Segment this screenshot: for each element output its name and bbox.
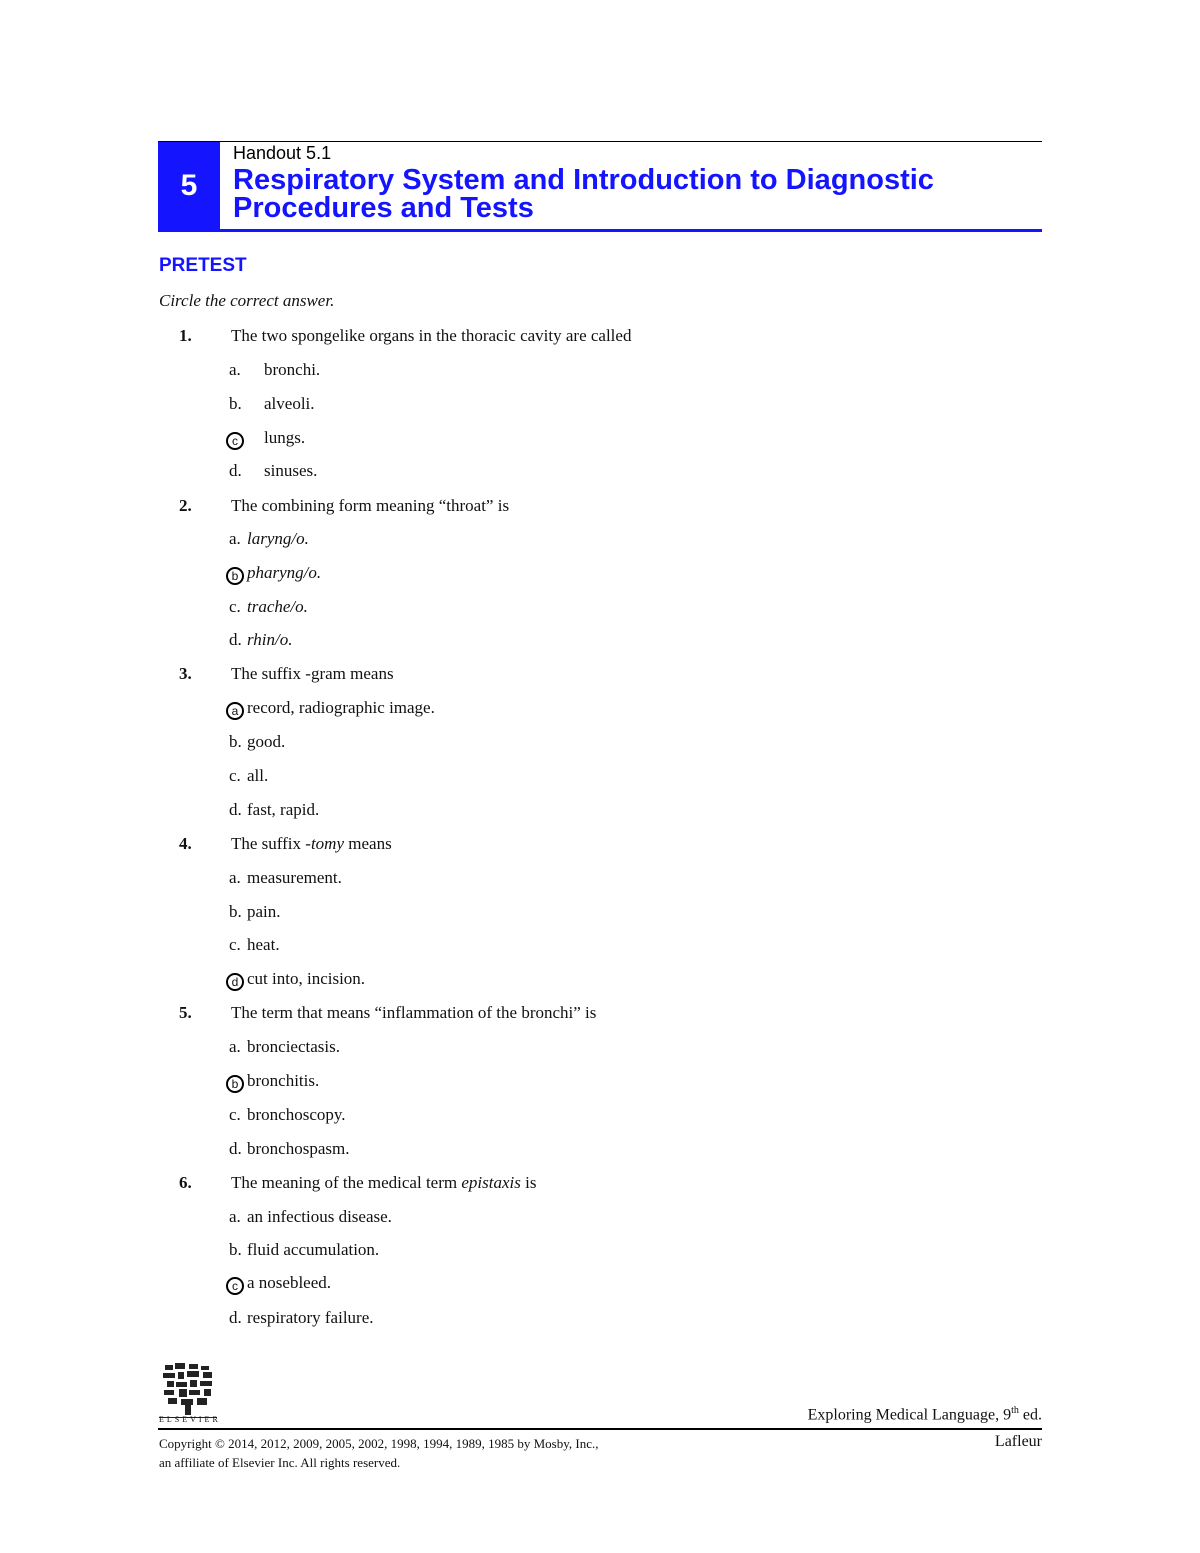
option-text: bronchospasm. — [247, 1139, 350, 1158]
book-title — [808, 1405, 1042, 1424]
circled-answer[interactable]: c — [226, 432, 244, 450]
circled-answer[interactable]: b — [226, 1075, 244, 1093]
option-text: cut into, incision. — [247, 969, 366, 988]
option-letter: b. — [229, 1240, 242, 1259]
copyright-line-2: an affiliate of Elsevier Inc. All rights reserved. — [159, 1455, 401, 1470]
question-number: 2. — [179, 496, 192, 515]
option-text: lungs. — [264, 428, 306, 447]
option-letter: a. — [229, 529, 241, 548]
question-text-term: -tomy — [305, 834, 345, 853]
question-text-term: epistaxis — [461, 1173, 521, 1192]
question-number: 6. — [179, 1173, 192, 1192]
option-text: measurement. — [247, 868, 342, 887]
question-text: The two spongelike organs in the thoracic cavity are called — [231, 326, 632, 345]
option-letter: a. — [229, 1037, 241, 1056]
question-text-before: The meaning of the medical term — [231, 1173, 462, 1192]
author: Lafleur — [994, 1433, 1042, 1450]
question-text: The term that means “inflammation of the bronchi” is — [231, 1003, 597, 1022]
option-text: sinuses. — [264, 461, 318, 480]
option-text: a nosebleed. — [247, 1273, 332, 1292]
option-letter: a. — [229, 360, 241, 379]
handout-label: Handout 5.1 — [233, 143, 332, 163]
question-number: 5. — [179, 1003, 192, 1022]
option-text: fast, rapid. — [247, 800, 320, 819]
circled-answer[interactable]: a — [226, 702, 244, 720]
question-number: 1. — [179, 326, 192, 345]
copyright-line-1: Copyright © 2014, 2012, 2009, 2005, 2002, 1998, 1994, 1989, 1985 by Mosby, Inc., — [159, 1436, 599, 1451]
option-text: record, radiographic image. — [247, 698, 435, 717]
question-number: 3. — [179, 664, 192, 683]
page-title — [233, 166, 1033, 222]
option-text: bronchi. — [264, 360, 321, 379]
option-text: an infectious disease. — [247, 1207, 392, 1226]
question-text: The suffix -gram means — [231, 664, 394, 683]
book-title-suffix: ed. — [1018, 1406, 1042, 1424]
option-text: heat. — [247, 935, 280, 954]
option-text: alveoli. — [264, 394, 315, 413]
option-text: all. — [247, 766, 269, 785]
option-text: pain. — [247, 902, 281, 921]
question-text — [231, 1173, 536, 1193]
question-text-after: means — [344, 834, 392, 853]
option-letter: c. — [229, 766, 241, 785]
question-text-after: is — [520, 1173, 537, 1192]
circled-answer[interactable]: b — [226, 567, 244, 585]
option-letter: c. — [229, 935, 241, 954]
option-text: pharyng/o. — [247, 563, 322, 582]
option-letter: d. — [229, 630, 242, 649]
question-text-before: The suffix — [231, 834, 306, 853]
header-bottom-rule — [158, 229, 1042, 232]
option-letter: d. — [229, 461, 242, 480]
instruction-text: Circle the correct answer. — [159, 291, 335, 310]
page-title-line-1: Respiratory System and Introduction to Diagnostic — [233, 164, 934, 196]
chapter-number-badge — [158, 142, 220, 230]
option-text: bronciectasis. — [247, 1037, 340, 1056]
option-letter: c. — [229, 597, 241, 616]
footer-rule — [158, 1428, 1042, 1430]
elsevier-wordmark: ELSEVIER — [159, 1415, 221, 1424]
book-title-sup: th — [1011, 1405, 1019, 1416]
option-letter: b. — [229, 394, 242, 413]
header-top-rule — [158, 141, 1042, 142]
option-letter: a. — [229, 868, 241, 887]
option-text: rhin/o. — [247, 630, 293, 649]
option-text: respiratory failure. — [247, 1308, 374, 1327]
copyright — [159, 1434, 598, 1472]
question-text: The combining form meaning “throat” is — [231, 496, 510, 515]
option-letter: a. — [229, 1207, 241, 1226]
option-text: fluid accumulation. — [247, 1240, 380, 1259]
option-letter: d. — [229, 1308, 242, 1327]
question-number: 4. — [179, 834, 192, 853]
option-letter: c. — [229, 1105, 241, 1124]
option-text: bronchitis. — [247, 1071, 320, 1090]
chapter-number: 5 — [180, 169, 198, 202]
page-title-line-2: Procedures and Tests — [233, 192, 534, 224]
option-text: good. — [247, 732, 286, 751]
option-letter: d. — [229, 1139, 242, 1158]
section-heading: PRETEST — [159, 255, 247, 276]
book-title-text: Exploring Medical Language, 9 — [807, 1406, 1012, 1424]
option-letter: b. — [229, 902, 242, 921]
circled-answer[interactable]: c — [226, 1277, 244, 1295]
option-letter: d. — [229, 800, 242, 819]
option-text: bronchoscopy. — [247, 1105, 346, 1124]
question-text — [231, 834, 392, 854]
option-text: trache/o. — [247, 597, 308, 616]
circled-answer[interactable]: d — [226, 973, 244, 991]
option-letter: b. — [229, 732, 242, 751]
option-text: laryng/o. — [247, 529, 309, 548]
